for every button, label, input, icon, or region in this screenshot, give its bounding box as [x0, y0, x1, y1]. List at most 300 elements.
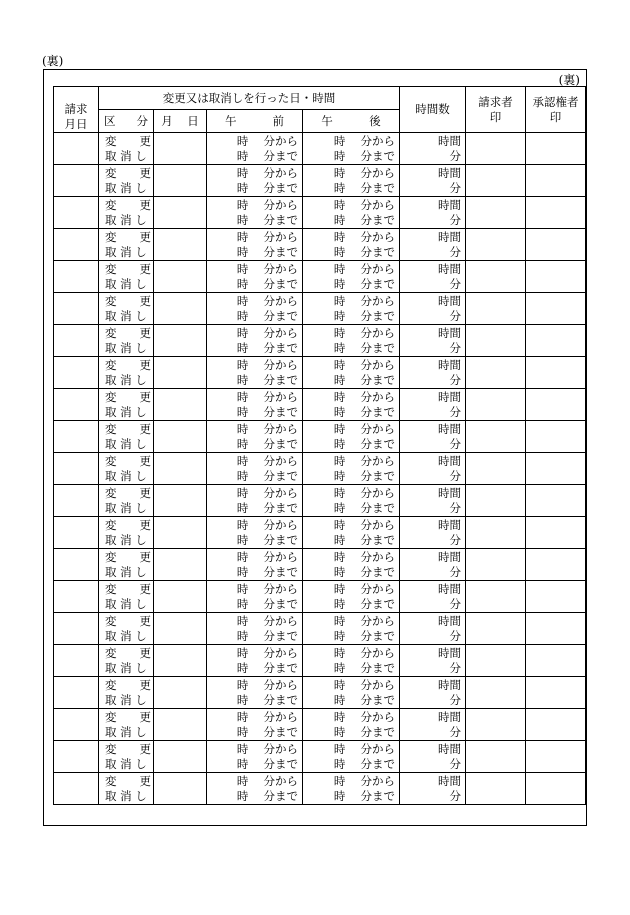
pm-time-cell[interactable]	[303, 709, 400, 741]
category-cancel-label: 取 消 し	[105, 756, 147, 771]
am-from-label: 時 分から	[236, 453, 298, 468]
approver-seal-cell[interactable]	[526, 549, 586, 581]
header-month-day	[154, 110, 207, 133]
requester-seal-cell[interactable]	[466, 517, 526, 549]
request-date-cell[interactable]	[54, 389, 99, 421]
pm-to-label: 時 分まで	[333, 756, 395, 771]
hours-cell[interactable]	[400, 709, 466, 741]
category-cell[interactable]	[99, 677, 154, 709]
approver-seal-cell[interactable]	[526, 741, 586, 773]
request-date-cell[interactable]	[54, 645, 99, 677]
category-cell[interactable]	[99, 741, 154, 773]
minutes-unit-label: 分	[449, 372, 461, 387]
pm-from-label: 時 分から	[333, 613, 395, 628]
approver-seal-cell[interactable]	[526, 581, 586, 613]
month-day-cell[interactable]	[154, 421, 207, 453]
hours-cell[interactable]	[400, 517, 466, 549]
entry-row	[54, 293, 586, 325]
month-day-cell[interactable]	[154, 485, 207, 517]
category-cancel-label: 取 消 し	[105, 212, 147, 227]
am-from-label: 時 分から	[236, 197, 298, 212]
pm-time-cell[interactable]	[303, 357, 400, 389]
approver-seal-cell[interactable]	[526, 389, 586, 421]
hours-unit-label: 時間	[438, 453, 461, 468]
approver-seal-cell[interactable]	[526, 293, 586, 325]
am-time-cell[interactable]	[207, 229, 303, 261]
hours-unit-label: 時間	[438, 293, 461, 308]
hours-cell[interactable]	[400, 549, 466, 581]
approver-seal-cell[interactable]	[526, 709, 586, 741]
pm-time-cell[interactable]	[303, 165, 400, 197]
month-day-cell[interactable]	[154, 357, 207, 389]
pm-from-label: 時 分から	[333, 645, 395, 660]
requester-seal-cell[interactable]	[466, 485, 526, 517]
requester-seal-cell[interactable]	[466, 197, 526, 229]
requester-seal-cell[interactable]	[466, 549, 526, 581]
am-time-cell[interactable]	[207, 485, 303, 517]
hours-cell[interactable]	[400, 581, 466, 613]
month-day-cell[interactable]	[154, 389, 207, 421]
category-cell[interactable]	[99, 229, 154, 261]
category-change-label: 変 更	[105, 261, 151, 276]
requester-seal-cell[interactable]	[466, 293, 526, 325]
pm-from-label: 時 分から	[333, 741, 395, 756]
am-from-label: 時 分から	[236, 165, 298, 180]
pm-to-label: 時 分まで	[333, 404, 395, 419]
pm-time-cell[interactable]	[303, 677, 400, 709]
am-time-cell[interactable]	[207, 741, 303, 773]
pm-time-cell[interactable]	[303, 741, 400, 773]
am-from-label: 時 分から	[236, 485, 298, 500]
hours-unit-label: 時間	[438, 485, 461, 500]
hours-cell[interactable]	[400, 453, 466, 485]
hours-cell[interactable]	[400, 485, 466, 517]
pm-time-cell[interactable]	[303, 229, 400, 261]
hours-cell[interactable]	[400, 773, 466, 805]
pm-to-label: 時 分まで	[333, 180, 395, 195]
pm-time-cell[interactable]	[303, 549, 400, 581]
approver-seal-cell[interactable]	[526, 197, 586, 229]
hours-unit-label: 時間	[438, 133, 461, 148]
am-to-label: 時 分まで	[236, 756, 298, 771]
am-time-cell[interactable]	[207, 549, 303, 581]
am-from-label: 時 分から	[236, 549, 298, 564]
hours-cell[interactable]	[400, 261, 466, 293]
requester-seal-cell[interactable]	[466, 261, 526, 293]
pm-from-label: 時 分から	[333, 773, 395, 788]
pm-time-cell[interactable]	[303, 389, 400, 421]
entry-row	[54, 549, 586, 581]
pm-time-cell[interactable]	[303, 613, 400, 645]
entry-row	[54, 741, 586, 773]
am-time-cell[interactable]	[207, 293, 303, 325]
pm-time-cell[interactable]	[303, 485, 400, 517]
hours-cell[interactable]	[400, 389, 466, 421]
category-change-label: 変 更	[105, 165, 151, 180]
am-from-label: 時 分から	[236, 613, 298, 628]
am-from-label: 時 分から	[236, 133, 298, 148]
month-day-cell[interactable]	[154, 517, 207, 549]
hours-cell[interactable]	[400, 421, 466, 453]
am-time-cell[interactable]	[207, 421, 303, 453]
minutes-unit-label: 分	[449, 724, 461, 739]
month-day-cell[interactable]	[154, 773, 207, 805]
month-day-cell[interactable]	[154, 293, 207, 325]
am-time-cell[interactable]	[207, 709, 303, 741]
request-date-cell[interactable]	[54, 709, 99, 741]
minutes-unit-label: 分	[449, 340, 461, 355]
pm-time-cell[interactable]	[303, 421, 400, 453]
approver-seal-cell[interactable]	[526, 357, 586, 389]
request-date-cell[interactable]	[54, 613, 99, 645]
am-to-label: 時 分まで	[236, 276, 298, 291]
month-day-cell[interactable]	[154, 197, 207, 229]
pm-time-cell[interactable]	[303, 261, 400, 293]
am-time-cell[interactable]	[207, 261, 303, 293]
request-date-cell[interactable]	[54, 293, 99, 325]
request-date-cell[interactable]	[54, 453, 99, 485]
pm-from-label: 時 分から	[333, 165, 395, 180]
minutes-unit-label: 分	[449, 660, 461, 675]
category-cancel-label: 取 消 し	[105, 596, 147, 611]
entry-row	[54, 709, 586, 741]
approver-seal-cell[interactable]	[526, 261, 586, 293]
category-change-label: 変 更	[105, 325, 151, 340]
pm-from-label: 時 分から	[333, 709, 395, 724]
category-cell[interactable]	[99, 325, 154, 357]
category-cell[interactable]	[99, 709, 154, 741]
request-date-cell[interactable]	[54, 677, 99, 709]
entry-row	[54, 325, 586, 357]
am-to-label: 時 分まで	[236, 436, 298, 451]
am-from-label: 時 分から	[236, 741, 298, 756]
header-pm-a: 午	[321, 113, 333, 128]
requester-seal-cell[interactable]	[466, 453, 526, 485]
am-from-label: 時 分から	[236, 517, 298, 532]
category-change-label: 変 更	[105, 613, 151, 628]
category-cell[interactable]	[99, 517, 154, 549]
month-day-cell[interactable]	[154, 325, 207, 357]
request-date-cell[interactable]	[54, 549, 99, 581]
category-cell[interactable]	[99, 293, 154, 325]
category-cell[interactable]	[99, 421, 154, 453]
request-date-cell[interactable]	[54, 485, 99, 517]
pm-time-cell[interactable]	[303, 325, 400, 357]
request-date-cell[interactable]	[54, 581, 99, 613]
am-time-cell[interactable]	[207, 357, 303, 389]
category-cell[interactable]	[99, 261, 154, 293]
hours-cell[interactable]	[400, 357, 466, 389]
minutes-unit-label: 分	[449, 244, 461, 259]
pm-time-cell[interactable]	[303, 517, 400, 549]
entry-row	[54, 389, 586, 421]
minutes-unit-label: 分	[449, 180, 461, 195]
category-cancel-label: 取 消 し	[105, 436, 147, 451]
am-time-cell[interactable]	[207, 677, 303, 709]
request-date-cell[interactable]	[54, 165, 99, 197]
requester-seal-cell[interactable]	[466, 741, 526, 773]
category-change-label: 変 更	[105, 517, 151, 532]
approver-seal-cell[interactable]	[526, 133, 586, 165]
pm-time-cell[interactable]	[303, 293, 400, 325]
approver-seal-cell[interactable]	[526, 165, 586, 197]
hours-cell[interactable]	[400, 165, 466, 197]
hours-unit-label: 時間	[438, 261, 461, 276]
minutes-unit-label: 分	[449, 404, 461, 419]
month-day-cell[interactable]	[154, 133, 207, 165]
hours-unit-label: 時間	[438, 421, 461, 436]
requester-seal-cell[interactable]	[466, 709, 526, 741]
hours-unit-label: 時間	[438, 389, 461, 404]
request-date-cell[interactable]	[54, 773, 99, 805]
approver-seal-cell[interactable]	[526, 453, 586, 485]
category-cell[interactable]	[99, 165, 154, 197]
month-day-cell[interactable]	[154, 709, 207, 741]
pm-to-label: 時 分まで	[333, 340, 395, 355]
approver-seal-cell[interactable]	[526, 645, 586, 677]
am-time-cell[interactable]	[207, 165, 303, 197]
header-day: 日	[187, 113, 199, 128]
header-change-title: 変更又は取消しを行った日・時間	[99, 87, 400, 110]
am-to-label: 時 分まで	[236, 180, 298, 195]
month-day-cell[interactable]	[154, 613, 207, 645]
minutes-unit-label: 分	[449, 436, 461, 451]
category-cell[interactable]	[99, 133, 154, 165]
category-change-label: 変 更	[105, 293, 151, 308]
hours-unit-label: 時間	[438, 645, 461, 660]
request-date-cell[interactable]	[54, 741, 99, 773]
pm-from-label: 時 分から	[333, 677, 395, 692]
requester-seal-cell[interactable]	[466, 229, 526, 261]
month-day-cell[interactable]	[154, 549, 207, 581]
request-date-cell[interactable]	[54, 261, 99, 293]
requester-seal-cell[interactable]	[466, 773, 526, 805]
pm-from-label: 時 分から	[333, 133, 395, 148]
am-time-cell[interactable]	[207, 613, 303, 645]
category-cell[interactable]	[99, 197, 154, 229]
approver-seal-cell[interactable]	[526, 421, 586, 453]
approver-seal-cell[interactable]	[526, 773, 586, 805]
category-cell[interactable]	[99, 485, 154, 517]
am-time-cell[interactable]	[207, 773, 303, 805]
entry-row	[54, 357, 586, 389]
category-cancel-label: 取 消 し	[105, 404, 147, 419]
pm-from-label: 時 分から	[333, 325, 395, 340]
am-from-label: 時 分から	[236, 773, 298, 788]
hours-unit-label: 時間	[438, 709, 461, 724]
am-time-cell[interactable]	[207, 389, 303, 421]
pm-to-label: 時 分まで	[333, 244, 395, 259]
month-day-cell[interactable]	[154, 229, 207, 261]
pm-time-cell[interactable]	[303, 581, 400, 613]
pm-from-label: 時 分から	[333, 357, 395, 372]
category-change-label: 変 更	[105, 197, 151, 212]
am-to-label: 時 分まで	[236, 212, 298, 227]
entry-row	[54, 421, 586, 453]
category-cancel-label: 取 消 し	[105, 308, 147, 323]
am-from-label: 時 分から	[236, 261, 298, 276]
approver-seal-cell[interactable]	[526, 325, 586, 357]
requester-seal-cell[interactable]	[466, 645, 526, 677]
pm-from-label: 時 分から	[333, 389, 395, 404]
hours-cell[interactable]	[400, 741, 466, 773]
pm-time-cell[interactable]	[303, 645, 400, 677]
pm-to-label: 時 分まで	[333, 628, 395, 643]
entry-row	[54, 581, 586, 613]
category-cancel-label: 取 消 し	[105, 276, 147, 291]
requester-seal-cell[interactable]	[466, 677, 526, 709]
category-cell[interactable]	[99, 389, 154, 421]
category-change-label: 変 更	[105, 133, 151, 148]
hours-unit-label: 時間	[438, 549, 461, 564]
am-to-label: 時 分まで	[236, 724, 298, 739]
entry-row	[54, 165, 586, 197]
pm-to-label: 時 分まで	[333, 308, 395, 323]
pm-from-label: 時 分から	[333, 421, 395, 436]
request-date-cell[interactable]	[54, 197, 99, 229]
am-time-cell[interactable]	[207, 645, 303, 677]
category-cancel-label: 取 消 し	[105, 372, 147, 387]
entry-row	[54, 613, 586, 645]
am-time-cell[interactable]	[207, 197, 303, 229]
category-change-label: 変 更	[105, 677, 151, 692]
requester-seal-cell[interactable]	[466, 357, 526, 389]
month-day-cell[interactable]	[154, 741, 207, 773]
am-to-label: 時 分まで	[236, 660, 298, 675]
hours-cell[interactable]	[400, 293, 466, 325]
month-day-cell[interactable]	[154, 645, 207, 677]
hours-cell[interactable]	[400, 325, 466, 357]
category-cancel-label: 取 消 し	[105, 532, 147, 547]
category-cancel-label: 取 消 し	[105, 724, 147, 739]
entry-row	[54, 677, 586, 709]
am-time-cell[interactable]	[207, 581, 303, 613]
am-to-label: 時 分まで	[236, 308, 298, 323]
category-change-label: 変 更	[105, 773, 151, 788]
pm-time-cell[interactable]	[303, 453, 400, 485]
month-day-cell[interactable]	[154, 261, 207, 293]
minutes-unit-label: 分	[449, 692, 461, 707]
hours-cell[interactable]	[400, 229, 466, 261]
header-pm	[303, 110, 400, 133]
am-to-label: 時 分まで	[236, 596, 298, 611]
am-time-cell[interactable]	[207, 453, 303, 485]
category-cancel-label: 取 消 し	[105, 564, 147, 579]
am-to-label: 時 分まで	[236, 468, 298, 483]
am-time-cell[interactable]	[207, 133, 303, 165]
minutes-unit-label: 分	[449, 276, 461, 291]
hours-unit-label: 時間	[438, 677, 461, 692]
requester-seal-cell[interactable]	[466, 581, 526, 613]
entry-row	[54, 517, 586, 549]
request-date-cell[interactable]	[54, 421, 99, 453]
pm-time-cell[interactable]	[303, 773, 400, 805]
requester-seal-cell[interactable]	[466, 325, 526, 357]
approver-seal-cell[interactable]	[526, 677, 586, 709]
am-time-cell[interactable]	[207, 517, 303, 549]
approver-seal-cell[interactable]	[526, 517, 586, 549]
category-cancel-label: 取 消 し	[105, 180, 147, 195]
request-date-cell[interactable]	[54, 357, 99, 389]
approver-seal-cell[interactable]	[526, 613, 586, 645]
approver-seal-cell[interactable]	[526, 485, 586, 517]
header-am-b: 前	[272, 113, 284, 128]
header-approver-seal: 承認権者 印	[526, 87, 586, 133]
entry-row	[54, 645, 586, 677]
category-cell[interactable]	[99, 581, 154, 613]
hours-unit-label: 時間	[438, 741, 461, 756]
requester-seal-cell[interactable]	[466, 421, 526, 453]
pm-time-cell[interactable]	[303, 197, 400, 229]
entry-row	[54, 453, 586, 485]
category-cell[interactable]	[99, 549, 154, 581]
hours-unit-label: 時間	[438, 357, 461, 372]
category-change-label: 変 更	[105, 549, 151, 564]
category-change-label: 変 更	[105, 485, 151, 500]
minutes-unit-label: 分	[449, 788, 461, 803]
category-cell[interactable]	[99, 453, 154, 485]
hours-cell[interactable]	[400, 677, 466, 709]
month-day-cell[interactable]	[154, 165, 207, 197]
pm-from-label: 時 分から	[333, 517, 395, 532]
pm-to-label: 時 分まで	[333, 500, 395, 515]
requester-seal-cell[interactable]	[466, 133, 526, 165]
minutes-unit-label: 分	[449, 468, 461, 483]
approver-seal-cell[interactable]	[526, 229, 586, 261]
category-cell[interactable]	[99, 645, 154, 677]
hours-unit-label: 時間	[438, 773, 461, 788]
am-to-label: 時 分まで	[236, 340, 298, 355]
am-to-label: 時 分まで	[236, 244, 298, 259]
am-from-label: 時 分から	[236, 645, 298, 660]
month-day-cell[interactable]	[154, 581, 207, 613]
pm-time-cell[interactable]	[303, 133, 400, 165]
pm-to-label: 時 分まで	[333, 564, 395, 579]
category-cancel-label: 取 消 し	[105, 788, 147, 803]
request-date-cell[interactable]	[54, 517, 99, 549]
hours-cell[interactable]	[400, 197, 466, 229]
hours-unit-label: 時間	[438, 581, 461, 596]
request-date-cell[interactable]	[54, 133, 99, 165]
requester-seal-cell[interactable]	[466, 613, 526, 645]
request-date-cell[interactable]	[54, 325, 99, 357]
pm-to-label: 時 分まで	[333, 532, 395, 547]
category-cancel-label: 取 消 し	[105, 148, 147, 163]
entry-row	[54, 261, 586, 293]
pm-to-label: 時 分まで	[333, 372, 395, 387]
hours-cell[interactable]	[400, 645, 466, 677]
header-category	[99, 110, 154, 133]
am-time-cell[interactable]	[207, 325, 303, 357]
pm-to-label: 時 分まで	[333, 468, 395, 483]
minutes-unit-label: 分	[449, 564, 461, 579]
pm-from-label: 時 分から	[333, 485, 395, 500]
category-cell[interactable]	[99, 773, 154, 805]
category-cell[interactable]	[99, 613, 154, 645]
hours-cell[interactable]	[400, 133, 466, 165]
pm-to-label: 時 分まで	[333, 724, 395, 739]
hours-cell[interactable]	[400, 613, 466, 645]
am-to-label: 時 分まで	[236, 788, 298, 803]
pm-from-label: 時 分から	[333, 453, 395, 468]
requester-seal-cell[interactable]	[466, 389, 526, 421]
requester-seal-cell[interactable]	[466, 165, 526, 197]
month-day-cell[interactable]	[154, 453, 207, 485]
month-day-cell[interactable]	[154, 677, 207, 709]
header-request-date: 請求 月日	[54, 87, 99, 133]
category-cell[interactable]	[99, 357, 154, 389]
request-date-cell[interactable]	[54, 229, 99, 261]
